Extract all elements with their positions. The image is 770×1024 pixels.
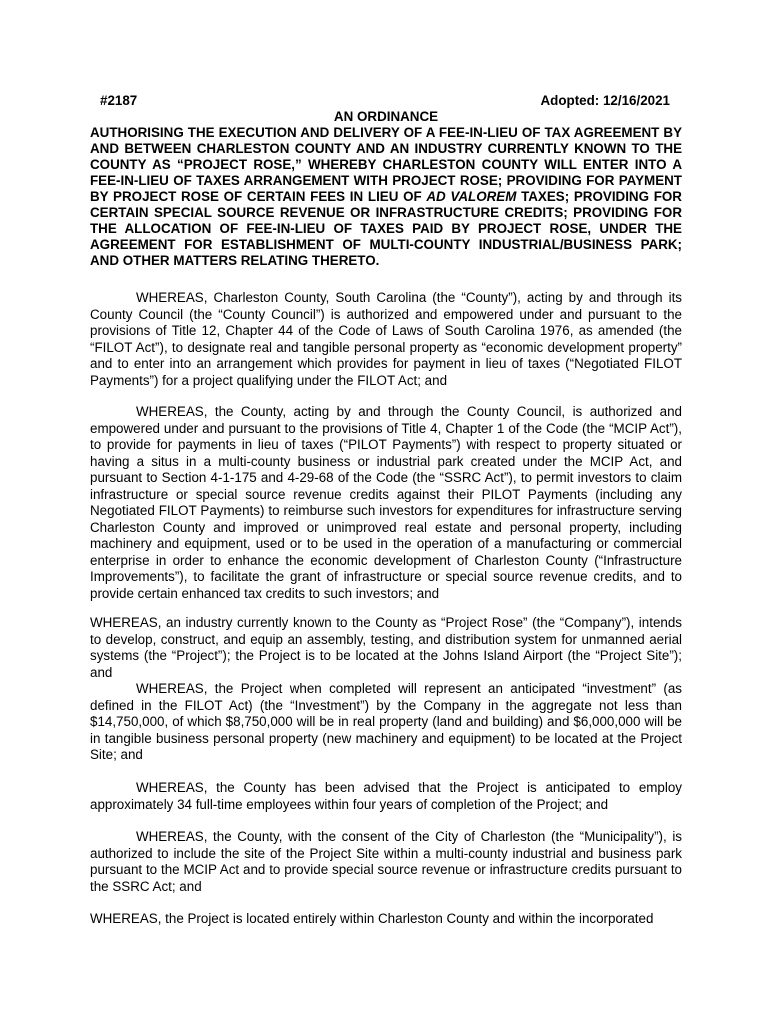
paragraph-mcip-act: WHEREAS, the County, acting by and through the County Council, is authorized and empowered under and pursuant to the provisions of Title 4, Chapter 1 of the Code (the “MCIP Act”), to provide for payments in lieu of taxes (“PILOT Payments”) with respect to property situated or having a situs in a multi-county business or industrial park created under the MCIP Act, and pursuant to Section 4-1-175 and 4-29-68 of the Code (the “SSRC Act”), to permit investors to claim infrastructure or special source revenue credits against their PILOT Payments (including any Negotiated FILOT Payments) to reimburse such investors for expenditures for infrastructure serving Charleston County and improved or unimproved real estate and personal property, including machinery and equipment, used or to be used in the operation of a manufacturing or commercial enterprise in order to enhance the economic development of Charleston County (“Infrastructure Improvements”), to facilitate the grant of infrastructure or special source revenue credits, and to provide certain enhanced tax credits to such investors; and — [90, 404, 682, 601]
paragraph-employment: WHEREAS, the County has been advised that the Project is anticipated to employ approximately 34 full-time employees within four years of completion of the Project; and — [90, 780, 682, 812]
paragraph-location: WHEREAS, the Project is located entirely within Charleston County and within the incorporated — [90, 911, 654, 926]
document-title: AN ORDINANCE — [333, 109, 439, 124]
ordinance-number: #2187 — [100, 93, 138, 108]
document-header — [100, 93, 670, 109]
heading-text-part1: AUTHORISING THE EXECUTION AND DELIVERY OF A FEE-IN-LIEU OF TAX AGREEMENT BY AND BETWEEN CHARLESTON COUNTY AND AN INDUSTRY CURRENTLY KNOWN TO THE COUNTY AS “PROJECT ROSE,” WHEREBY CHARLESTON COUNTY WILL ENTER INTO A FEE-IN-LIEU OF TAXES ARRANGEMENT WITH PROJECT ROSE; PROVIDING FOR PAYMENT BY PROJECT ROSE OF CERTAIN FEES IN LIEU OF — [90, 125, 682, 204]
paragraph-municipality: WHEREAS, the County, with the consent of the City of Charleston (the “Municipality”), is authorized to include the site of the Project Site within a multi-county industrial and business park pursuant to the MCIP Act and to provide special source revenue or infrastructure credits pursuant to the SSRC Act; and — [90, 829, 682, 894]
paragraph-filot-act: WHEREAS, Charleston County, South Carolina (the “County”), acting by and through its County Council (the “County Council”) is authorized and empowered under and pursuant to the provisions of Title 12, Chapter 44 of the Code of Laws of South Carolina 1976, as amended (the “FILOT Act”), to designate real and tangible personal property as “economic development property” and to enter into an arrangement which provides for payment in lieu of taxes (“Negotiated FILOT Payments”) for a project qualifying under the FILOT Act; and — [90, 290, 682, 388]
adopted-date: Adopted: 12/16/2021 — [540, 93, 670, 108]
heading-text-part2: TAXES; PROVIDING FOR CERTAIN SPECIAL SOURCE REVENUE OR INFRASTRUCTURE CREDITS; PROVIDING FOR THE ALLOCATION OF FEE-IN-LIEU OF TAXES PAID BY PROJECT ROSE, UNDER THE AGREEMENT FOR ESTABLISHMENT OF MULTI-COUNTY INDUSTRIAL/BUSINESS PARK; AND OTHER MATTERS RELATING THERETO. — [90, 189, 682, 268]
heading-italic-text: AD VALOREM — [426, 189, 517, 204]
paragraph-investment: WHEREAS, the Project when completed will represent an anticipated “investment” (as defined in the FILOT Act) (the “Investment”) by the Company in the aggregate not less than $14,750,000, of which $8,750,000 will be in real property (land and building) and $6,000,000 will be in tangible business personal property (new machinery and equipment) to be located at the Project Site; and — [90, 681, 682, 762]
ordinance-heading — [90, 125, 682, 269]
paragraph-project-rose: WHEREAS, an industry currently known to the County as “Project Rose” (the “Company”), intends to develop, construct, and equip an assembly, testing, and distribution system for unmanned aerial systems (the “Project”); the Project is to be located at the Johns Island Airport (the “Project Site”); and — [90, 615, 682, 680]
